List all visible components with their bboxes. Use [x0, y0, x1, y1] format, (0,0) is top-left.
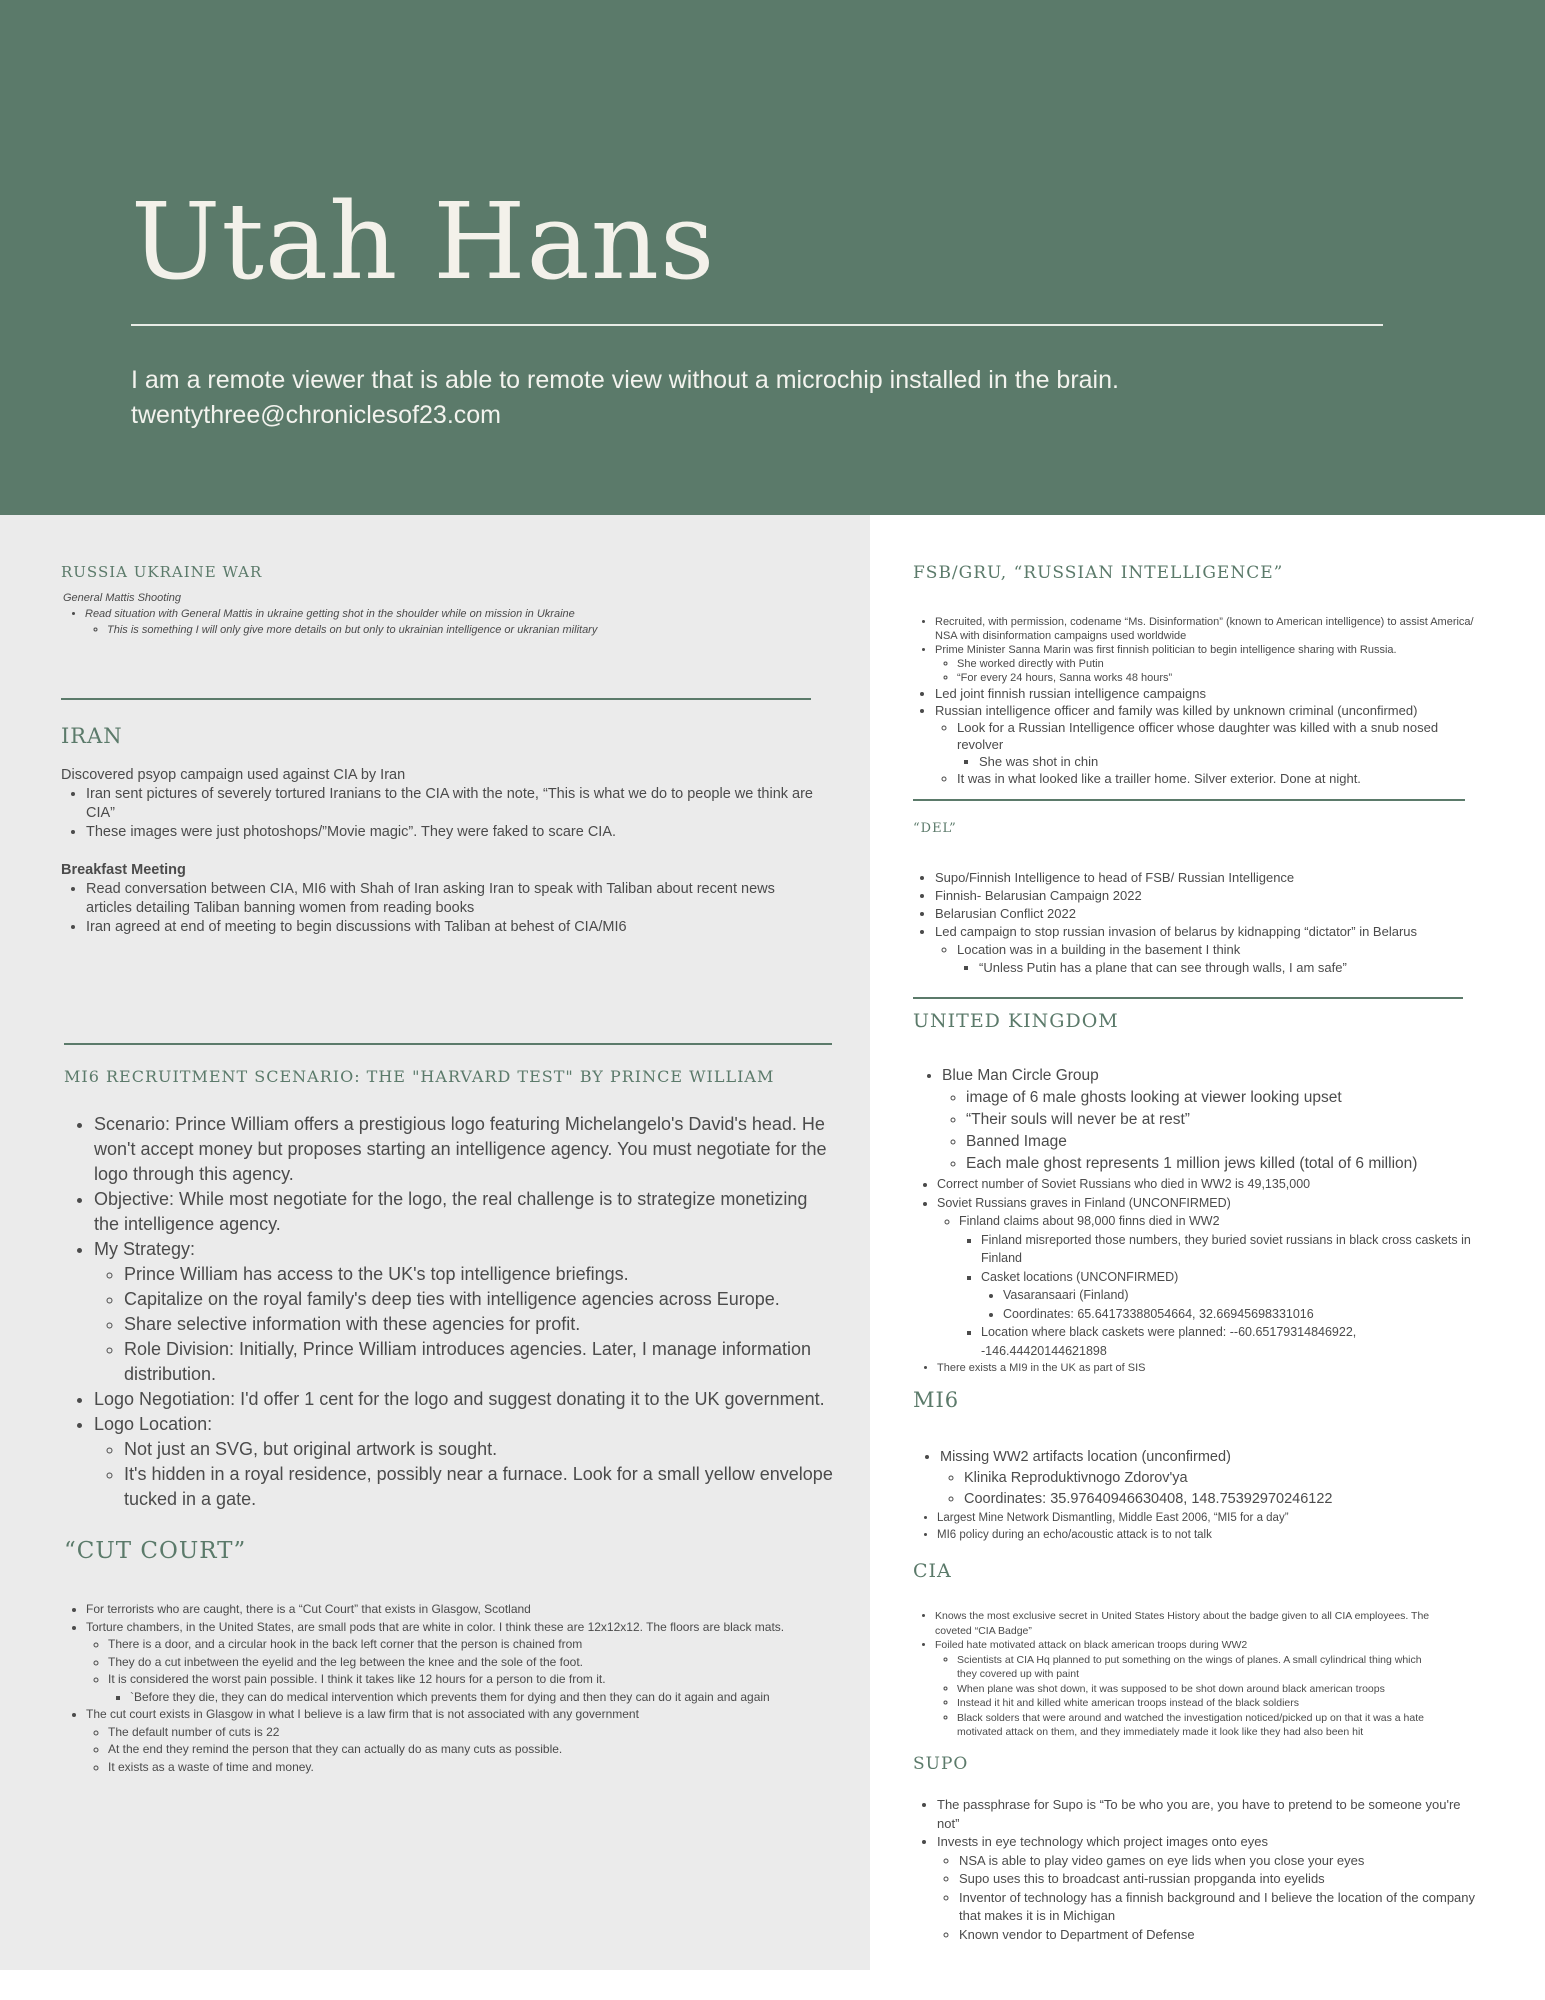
sub-list — [86, 1636, 834, 1706]
sub-list — [957, 959, 1475, 977]
list-item: ◦ It exists as a waste of time and money. — [108, 1759, 834, 1777]
section-title-united-kingdom: UNITED KINGDOM — [913, 1010, 1119, 1032]
list-item: ◦ Not just an SVG, but original artwork is sought. — [124, 1437, 834, 1462]
header-tagline-block — [131, 363, 1119, 433]
list-item: • Supo/Finnish Intelligence to head of FSB/ Russian Intelligence — [935, 869, 1475, 887]
sub-list — [959, 1231, 1475, 1361]
list-item: • Scenario: Prince William offers a prestigious logo featuring Michelangelo's David's head. He won't accept money but proposes starting an intelligence agency. You must negotiate for the logo through this agency. — [94, 1112, 834, 1187]
tagline: I am a remote viewer that is able to remote view without a microchip installed in the brain. — [131, 366, 1119, 394]
list-item: ◦ She worked directly with Putin — [957, 657, 1475, 671]
list-item: ▪ Casket locations (UNCONFIRMED) • Vasaransaari (Finland) • Coordinates: 65.64173388054664, 32.66945698331016 — [981, 1268, 1475, 1324]
list-item: ◦ Look for a Russian Intelligence officer whose daughter was killed with a snub nosed revolver ▪ She was shot in chin — [957, 719, 1475, 770]
list — [63, 606, 853, 638]
name-title: Utah Hans — [131, 180, 716, 303]
sub-list — [981, 1286, 1475, 1323]
sub-list — [937, 1852, 1475, 1945]
list-item: • Belarusian Conflict 2022 — [935, 905, 1475, 923]
sub-list — [957, 753, 1475, 770]
section-divider — [61, 698, 811, 700]
section-title-cia: CIA — [913, 1560, 952, 1582]
list-item: ◦ Coordinates: 35.97640946630408, 148.75392970246122 — [964, 1489, 1475, 1510]
list-item: ◦ It is considered the worst pain possible. I think it takes like 12 hours for a person to die from it. ▪ `Before they die, they can do medical intervention which prevents them for dying and then they can do it again and again — [108, 1671, 834, 1706]
list-item: ◦ There is a door, and a circular hook in the back left corner that the person is chained from — [108, 1636, 834, 1654]
sub-list — [935, 1653, 1435, 1740]
list — [915, 1175, 1475, 1360]
list-item: ◦ “For every 24 hours, Sanna works 48 hours” — [957, 671, 1475, 685]
mi6-recruitment-content — [64, 1112, 834, 1512]
list-item: • Recruited, with permission, codename “Ms. Disinformation” (known to American intelligence) to assist America/ NSA with disinformation campaigns used worldwide — [935, 615, 1475, 643]
list-item: • These images were just photoshops/”Movie magic”. They were faked to scare CIA. — [86, 823, 821, 842]
sub-list — [937, 1212, 1475, 1360]
list-item: • My Strategy: ◦ Prince William has access to the UK's top intelligence briefings. ◦ Capitalize on the royal family's deep ties with intelligence agencies across Europe. ◦ Share selective information with these agencies for profit. ◦ Role Division: Initially, Prince William introduces agencies. Later, I manage information distribution. — [94, 1237, 834, 1387]
list-item: • Read conversation between CIA, MI6 with Shah of Iran asking Iran to speak with Taliban about recent news articles detailing Taliban banning women from reading books — [86, 880, 821, 918]
list-item: • Invests in eye technology which project images onto eyes ◦ NSA is able to play video games on eye lids when you close your eyes ◦ Supo uses this to broadcast anti-russian propganda into eyelids ◦ Inventor of technology has a finnish background and I believe the location of the company that makes it is in Michigan ◦ Known vendor to Department of Defense — [937, 1833, 1475, 1944]
list — [915, 1360, 1475, 1376]
list-item: ◦ The default number of cuts is 22 — [108, 1724, 834, 1742]
list-item: ▪ Location where black caskets were planned: --60.65179314846922, -146.44420144621898 — [981, 1323, 1475, 1360]
list-item: • Iran agreed at end of meeting to begin discussions with Taliban at behest of CIA/MI6 — [86, 918, 821, 937]
list-item: • Coordinates: 65.64173388054664, 32.66945698331016 — [1003, 1305, 1475, 1324]
header-banner — [0, 0, 1545, 515]
list-item: • Soviet Russians graves in Finland (UNCONFIRMED) ◦ Finland claims about 98,000 finns died in WW2 ▪ Finland misreported those numbers, they buried soviet russians in black cross caskets in Finland ▪ Casket locations (UNCONFIRMED) • Vasaransaari (Finland) • Coordinates: 65.64173388054664, 32.66945698331016 ▪ Location where black caskets were planned: --60.65179314846922, -146.44420144621898 — [937, 1194, 1475, 1361]
list — [915, 615, 1475, 787]
list-item: ◦ It was in what looked like a trailler home. Silver exterior. Done at night. — [957, 770, 1475, 787]
list-item: ◦ image of 6 male ghosts looking at viewer looking upset — [966, 1087, 1475, 1109]
sub-list — [108, 1689, 834, 1707]
list-item: ◦ Banned Image — [966, 1131, 1475, 1153]
section-title-supo: SUPO — [913, 1754, 969, 1774]
sub-list — [86, 1724, 834, 1777]
sub-list — [85, 622, 853, 638]
cia-content — [915, 1609, 1435, 1740]
list — [61, 880, 821, 937]
uk-content — [915, 1065, 1475, 1376]
header-divider — [131, 324, 1383, 326]
del-content — [915, 869, 1475, 977]
cut-court-content — [64, 1601, 834, 1776]
list-item: • Foiled hate motivated attack on black american troops during WW2 ◦ Scientists at CIA Hq planned to put something on the wings of planes. A small cylindrical thing which they covered up with paint ◦ When plane was shot down, it was supposed to be shot down around black american troops ◦ Instead it hit and killed white american troops instead of the black soldiers ◦ Black solders that were around and watched the investigation noticed/picked up on that it was a hate motivated attack on them, and they immediately made it look like they had also been hit — [935, 1638, 1435, 1740]
list-item: ◦ Each male ghost represents 1 million jews killed (total of 6 million) — [966, 1153, 1475, 1175]
list-item: ◦ It's hidden in a royal residence, possibly near a furnace. Look for a small yellow envelope tucked in a gate. — [124, 1462, 834, 1512]
section-title-cut-court: “CUT COURT” — [64, 1538, 247, 1564]
list-item: ▪ `Before they die, they can do medical intervention which prevents them for dying and then they can do it again and again — [130, 1689, 834, 1707]
list-item: ◦ At the end they remind the person that they can actually do as many cuts as possible. — [108, 1741, 834, 1759]
list-item: • Missing WW2 artifacts location (unconfirmed) ◦ Klinika Reproduktivnogo Zdorov'ya ◦ Coordinates: 35.97640946630408, 148.75392970246122 — [940, 1447, 1475, 1510]
list-item: ◦ Role Division: Initially, Prince William introduces agencies. Later, I manage information distribution. — [124, 1337, 834, 1387]
section-title-del: “DEL” — [913, 821, 957, 836]
list — [915, 1447, 1475, 1510]
sub-list — [942, 1087, 1475, 1175]
list-item: • Russian intelligence officer and family was killed by unknown criminal (unconfirmed) ◦ Look for a Russian Intelligence officer whose daughter was killed with a snub nosed revolver ▪ She was shot in chin ◦ It was in what looked like a trailler home. Silver exterior. Done at night. — [935, 702, 1475, 787]
fsb-content — [915, 615, 1475, 787]
section-title-mi6-recruitment: MI6 RECRUITMENT SCENARIO: THE "HARVARD TEST" BY PRINCE WILLIAM — [64, 1067, 775, 1086]
list-item: ◦ Known vendor to Department of Defense — [959, 1926, 1475, 1945]
list-item: ◦ Location was in a building in the basement I think ▪ “Unless Putin has a plane that can see through walls, I am safe” — [957, 941, 1475, 977]
list-item: ◦ Prince William has access to the UK's top intelligence briefings. — [124, 1262, 834, 1287]
list-item: ◦ Scientists at CIA Hq planned to put something on the wings of planes. A small cylindrical thing which they covered up with paint — [957, 1653, 1435, 1682]
list-item: ◦ Finland claims about 98,000 finns died in WW2 ▪ Finland misreported those numbers, they buried soviet russians in black cross caskets in Finland ▪ Casket locations (UNCONFIRMED) • Vasaransaari (Finland) • Coordinates: 65.64173388054664, 32.66945698331016 ▪ Location where black caskets were planned: --60.65179314846922, -146.44420144621898 — [959, 1212, 1475, 1360]
list-item: • Iran sent pictures of severely tortured Iranians to the CIA with the note, “This is what we do to people we think are CIA” — [86, 785, 821, 823]
list-item: • Vasaransaari (Finland) — [1003, 1286, 1475, 1305]
list-item: • Objective: While most negotiate for the logo, the real challenge is to strategize monetizing the intelligence agency. — [94, 1187, 834, 1237]
paragraph: Discovered psyop campaign used against CIA by Iran — [61, 767, 406, 783]
list — [915, 1796, 1475, 1944]
list-item: • For terrorists who are caught, there is a “Cut Court” that exists in Glasgow, Scotland — [86, 1601, 834, 1619]
list-item: ◦ When plane was shot down, it was supposed to be shot down around black american troops — [957, 1682, 1435, 1697]
list-item: • Torture chambers, in the United States, are small pods that are white in color. I think these are 12x12x12. The floors are black mats. ◦ There is a door, and a circular hook in the back left corner that the person is chained from ◦ They do a cut inbetween the eyelid and the leg between the knee and the sole of the foot. ◦ It is considered the worst pain possible. I think it takes like 12 hours for a person to die from it. ▪ `Before they die, they can do medical intervention which prevents them for dying and then they can do it again and again — [86, 1619, 834, 1707]
list-item: ◦ They do a cut inbetween the eyelid and the leg between the knee and the sole of the foot. — [108, 1654, 834, 1672]
list-item: • Blue Man Circle Group ◦ image of 6 male ghosts looking at viewer looking upset ◦ “Their souls will never be at rest” ◦ Banned Image ◦ Each male ghost represents 1 million jews killed (total of 6 million) — [942, 1065, 1475, 1175]
list-item: ◦ Capitalize on the royal family's deep ties with intelligence agencies across Europe. — [124, 1287, 834, 1312]
section-divider — [913, 997, 1463, 999]
list — [915, 1065, 1475, 1175]
sub-list — [935, 719, 1475, 787]
list-item: ◦ Supo uses this to broadcast anti-russian propganda into eyelids — [959, 1870, 1475, 1889]
list-item: ◦ This is something I will only give more details on but only to ukrainian intelligence or ukranian military — [107, 622, 853, 638]
list-item: • Largest Mine Network Dismantling, Middle East 2006, “MI5 for a day” — [937, 1510, 1475, 1527]
list — [915, 869, 1475, 977]
list-item: ▪ Finland misreported those numbers, they buried soviet russians in black cross caskets in Finland — [981, 1231, 1475, 1268]
subheading: Breakfast Meeting — [61, 862, 186, 878]
list-item: • Led campaign to stop russian invasion of belarus by kidnapping “dictator” in Belarus ◦ Location was in a building in the basement I think ▪ “Unless Putin has a plane that can see through walls, I am safe” — [935, 923, 1475, 977]
list-item: • Correct number of Soviet Russians who died in WW2 is 49,135,000 — [937, 1175, 1475, 1194]
iran-content — [61, 766, 821, 937]
list — [64, 1601, 834, 1776]
list-item: • There exists a MI9 in the UK as part of SIS — [937, 1360, 1475, 1376]
list-item: • Logo Negotiation: I'd offer 1 cent for the logo and suggest donating it to the UK government. — [94, 1387, 834, 1412]
list-item: • The passphrase for Supo is “To be who you are, you have to pretend to be someone you're not” — [937, 1796, 1475, 1833]
list-item: • Led joint finnish russian intelligence campaigns — [935, 685, 1475, 702]
list-item: • MI6 policy during an echo/acoustic attack is to not talk — [937, 1527, 1475, 1544]
list-item: ◦ Share selective information with these agencies for profit. — [124, 1312, 834, 1337]
sub-list — [935, 657, 1475, 685]
sub-list — [94, 1437, 834, 1512]
list-item: • Logo Location: ◦ Not just an SVG, but original artwork is sought. ◦ It's hidden in a royal residence, possibly near a furnace. Look for a small yellow envelope tucked in a gate. — [94, 1412, 834, 1512]
list-item: ◦ Black solders that were around and watched the investigation noticed/picked up on that it was a hate motivated attack on them, and they immediately made it look like they had also been hit — [957, 1711, 1435, 1740]
subheading: General Mattis Shooting — [63, 592, 182, 604]
list — [61, 785, 821, 842]
list-item: ▪ She was shot in chin — [979, 753, 1475, 770]
section-title-mi6: MI6 — [913, 1388, 960, 1412]
section-title-russia-ukraine: RUSSIA UKRAINE WAR — [61, 563, 263, 581]
list — [915, 1609, 1435, 1740]
list — [915, 1510, 1475, 1544]
list-item: ◦ Instead it hit and killed white american troops instead of the black soldiers — [957, 1696, 1435, 1711]
list-item: ◦ Klinika Reproduktivnogo Zdorov'ya — [964, 1468, 1475, 1489]
list-item: ◦ “Their souls will never be at rest” — [966, 1109, 1475, 1131]
russia-ukraine-content — [63, 590, 853, 638]
supo-content — [915, 1796, 1475, 1944]
section-title-fsb-gru: FSB/GRU, “RUSSIAN INTELLIGENCE” — [913, 563, 1284, 583]
sub-list — [935, 941, 1475, 977]
list-item: ◦ Inventor of technology has a finnish background and I believe the location of the company that makes it is in Michigan — [959, 1889, 1475, 1926]
list-item: • The cut court exists in Glasgow in what I believe is a law firm that is not associated with any government ◦ The default number of cuts is 22 ◦ At the end they remind the person that they can actually do as many cuts as possible. ◦ It exists as a waste of time and money. — [86, 1706, 834, 1776]
list-item: ◦ NSA is able to play video games on eye lids when you close your eyes — [959, 1852, 1475, 1871]
list — [64, 1112, 834, 1512]
email-link[interactable]: twentythree@chroniclesof23.com — [131, 401, 501, 429]
list-item: • Prime Minister Sanna Marin was first finnish politician to begin intelligence sharing with Russia. ◦ She worked directly with Putin ◦ “For every 24 hours, Sanna works 48 hours” — [935, 643, 1475, 685]
list-item: ▪ “Unless Putin has a plane that can see through walls, I am safe” — [979, 959, 1475, 977]
list-item: • Knows the most exclusive secret in United States History about the badge given to all CIA employees. The coveted “CIA Badge” — [935, 1609, 1435, 1638]
sub-list — [940, 1468, 1475, 1510]
section-divider — [913, 799, 1465, 801]
section-title-iran: IRAN — [61, 724, 123, 748]
section-divider — [64, 1043, 832, 1045]
list-item: • Finnish- Belarusian Campaign 2022 — [935, 887, 1475, 905]
list-item: • Read situation with General Mattis in ukraine getting shot in the shoulder while on mission in Ukraine ◦ This is something I will only give more details on but only to ukrainian intelligence or ukranian military — [85, 606, 853, 638]
sub-list — [94, 1262, 834, 1387]
mi6-content — [915, 1447, 1475, 1544]
